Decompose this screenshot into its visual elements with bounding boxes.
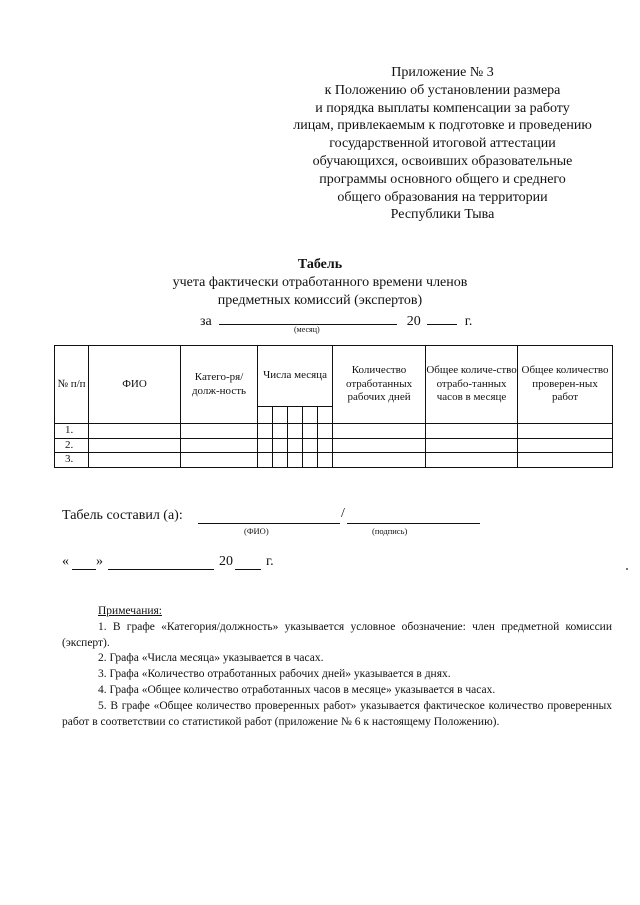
month-hint: (месяц): [294, 325, 320, 334]
date-close-quote: »: [96, 554, 103, 569]
appendix-line: обучающихся, освоивших образовательные: [312, 153, 573, 169]
note-item: 1. В графе «Категория/должность» указывается условное обозначение: член предметной комиссии (эксперт).: [62, 620, 612, 649]
table-row: [55, 424, 613, 439]
table-row: [55, 453, 613, 468]
cell[interactable]: [258, 438, 273, 453]
header-worked-days: Количество отработанных рабочих дней: [333, 346, 426, 424]
cell[interactable]: [89, 453, 181, 468]
cell[interactable]: [518, 424, 613, 439]
scan-speck: [626, 568, 628, 570]
cell[interactable]: [318, 438, 333, 453]
cell[interactable]: [181, 424, 258, 439]
cell[interactable]: [89, 424, 181, 439]
document-title: [140, 256, 500, 310]
notes-title: Примечания:: [98, 605, 162, 617]
title-subtitle-line: предметных комиссий (экспертов): [217, 293, 423, 308]
cell[interactable]: [273, 438, 288, 453]
cell[interactable]: [288, 438, 303, 453]
title-subtitle-line: учета фактически отработанного времени членов: [172, 275, 468, 290]
title-main: Табель: [297, 257, 343, 272]
appendix-line: программы основного общего и среднего: [319, 171, 566, 187]
fio-hint: (ФИО): [244, 526, 269, 536]
date-year-field[interactable]: [235, 569, 261, 570]
fio-signature-field[interactable]: [198, 523, 340, 524]
date-month-field[interactable]: [108, 569, 214, 570]
cell[interactable]: [518, 453, 613, 468]
note-item: 4. Графа «Общее количество отработанных часов в месяце» указывается в часах.: [98, 683, 496, 696]
cell[interactable]: [303, 453, 318, 468]
note-item: 2. Графа «Числа месяца» указывается в часах.: [98, 652, 324, 665]
cell[interactable]: [303, 424, 318, 439]
cell[interactable]: [288, 453, 303, 468]
header-checked-works: Общее количество проверен-ных работ: [518, 346, 613, 424]
appendix-line: Республики Тыва: [390, 207, 495, 223]
cell[interactable]: [518, 438, 613, 453]
day-subcolumn: [318, 407, 333, 424]
year-field[interactable]: [427, 310, 457, 325]
cell[interactable]: [89, 438, 181, 453]
date-year-suffix: г.: [266, 554, 274, 569]
cell[interactable]: [288, 424, 303, 439]
cell[interactable]: [333, 453, 426, 468]
cell[interactable]: [273, 424, 288, 439]
note-item: 3. Графа «Количество отработанных рабочих дней» указывается в днях.: [98, 668, 451, 681]
appendix-line: Приложение № 3: [391, 65, 494, 80]
notes-section: [62, 604, 612, 730]
day-subcolumn: [303, 407, 318, 424]
sign-signature-field[interactable]: [347, 523, 480, 524]
header-fio: ФИО: [89, 346, 181, 424]
cell[interactable]: [333, 438, 426, 453]
day-subcolumn: [258, 407, 273, 424]
cell[interactable]: [333, 424, 426, 439]
period-year-suffix: г.: [464, 314, 473, 329]
date-day-field[interactable]: [72, 569, 96, 570]
period-line: [200, 310, 472, 330]
header-total-hours: Общее количе-ство отрабо-танных часов в месяце: [426, 346, 518, 424]
note-item: 5. В графе «Общее количество проверенных работ» указывается фактическое количество проверенных работ в соответствии со статистикой работ (приложение № 6 к настоящему Положению).: [62, 699, 612, 728]
signature-label: Табель составил (а):: [62, 508, 183, 523]
appendix-line: и порядка выплаты компенсации за работу: [315, 100, 570, 116]
month-field[interactable]: [219, 310, 397, 325]
day-subcolumn: [273, 407, 288, 424]
cell[interactable]: [181, 438, 258, 453]
cell[interactable]: [426, 453, 518, 468]
cell[interactable]: [426, 438, 518, 453]
cell[interactable]: [318, 424, 333, 439]
cell[interactable]: [426, 424, 518, 439]
appendix-line: государственной итоговой аттестации: [329, 136, 556, 152]
date-open-quote: «: [62, 554, 69, 569]
day-subcolumn: [288, 407, 303, 424]
appendix-header: [270, 64, 615, 224]
date-year-prefix: 20: [219, 554, 233, 569]
cell[interactable]: [273, 453, 288, 468]
period-year-prefix: 20: [406, 314, 421, 329]
table-row: [55, 438, 613, 453]
header-days: Числа месяца: [258, 346, 333, 407]
cell[interactable]: [181, 453, 258, 468]
cell[interactable]: [258, 453, 273, 468]
row-number: 1.: [55, 424, 89, 439]
header-num: № п/п: [55, 346, 89, 424]
appendix-line: лицам, привлекаемым к подготовке и проведению: [293, 118, 592, 134]
sign-hint: (подпись): [372, 526, 408, 536]
row-number: 2.: [55, 438, 89, 453]
cell[interactable]: [318, 453, 333, 468]
cell[interactable]: [258, 424, 273, 439]
period-prefix: за: [200, 314, 212, 329]
appendix-line: общего образования на территории: [337, 189, 548, 205]
cell[interactable]: [303, 438, 318, 453]
header-category: Катего-ря/долж-ность: [181, 346, 258, 424]
timesheet-table: [54, 345, 613, 468]
signature-slash: /: [341, 506, 345, 521]
appendix-line: к Положению об установлении размера: [324, 82, 561, 98]
row-number: 3.: [55, 453, 89, 468]
